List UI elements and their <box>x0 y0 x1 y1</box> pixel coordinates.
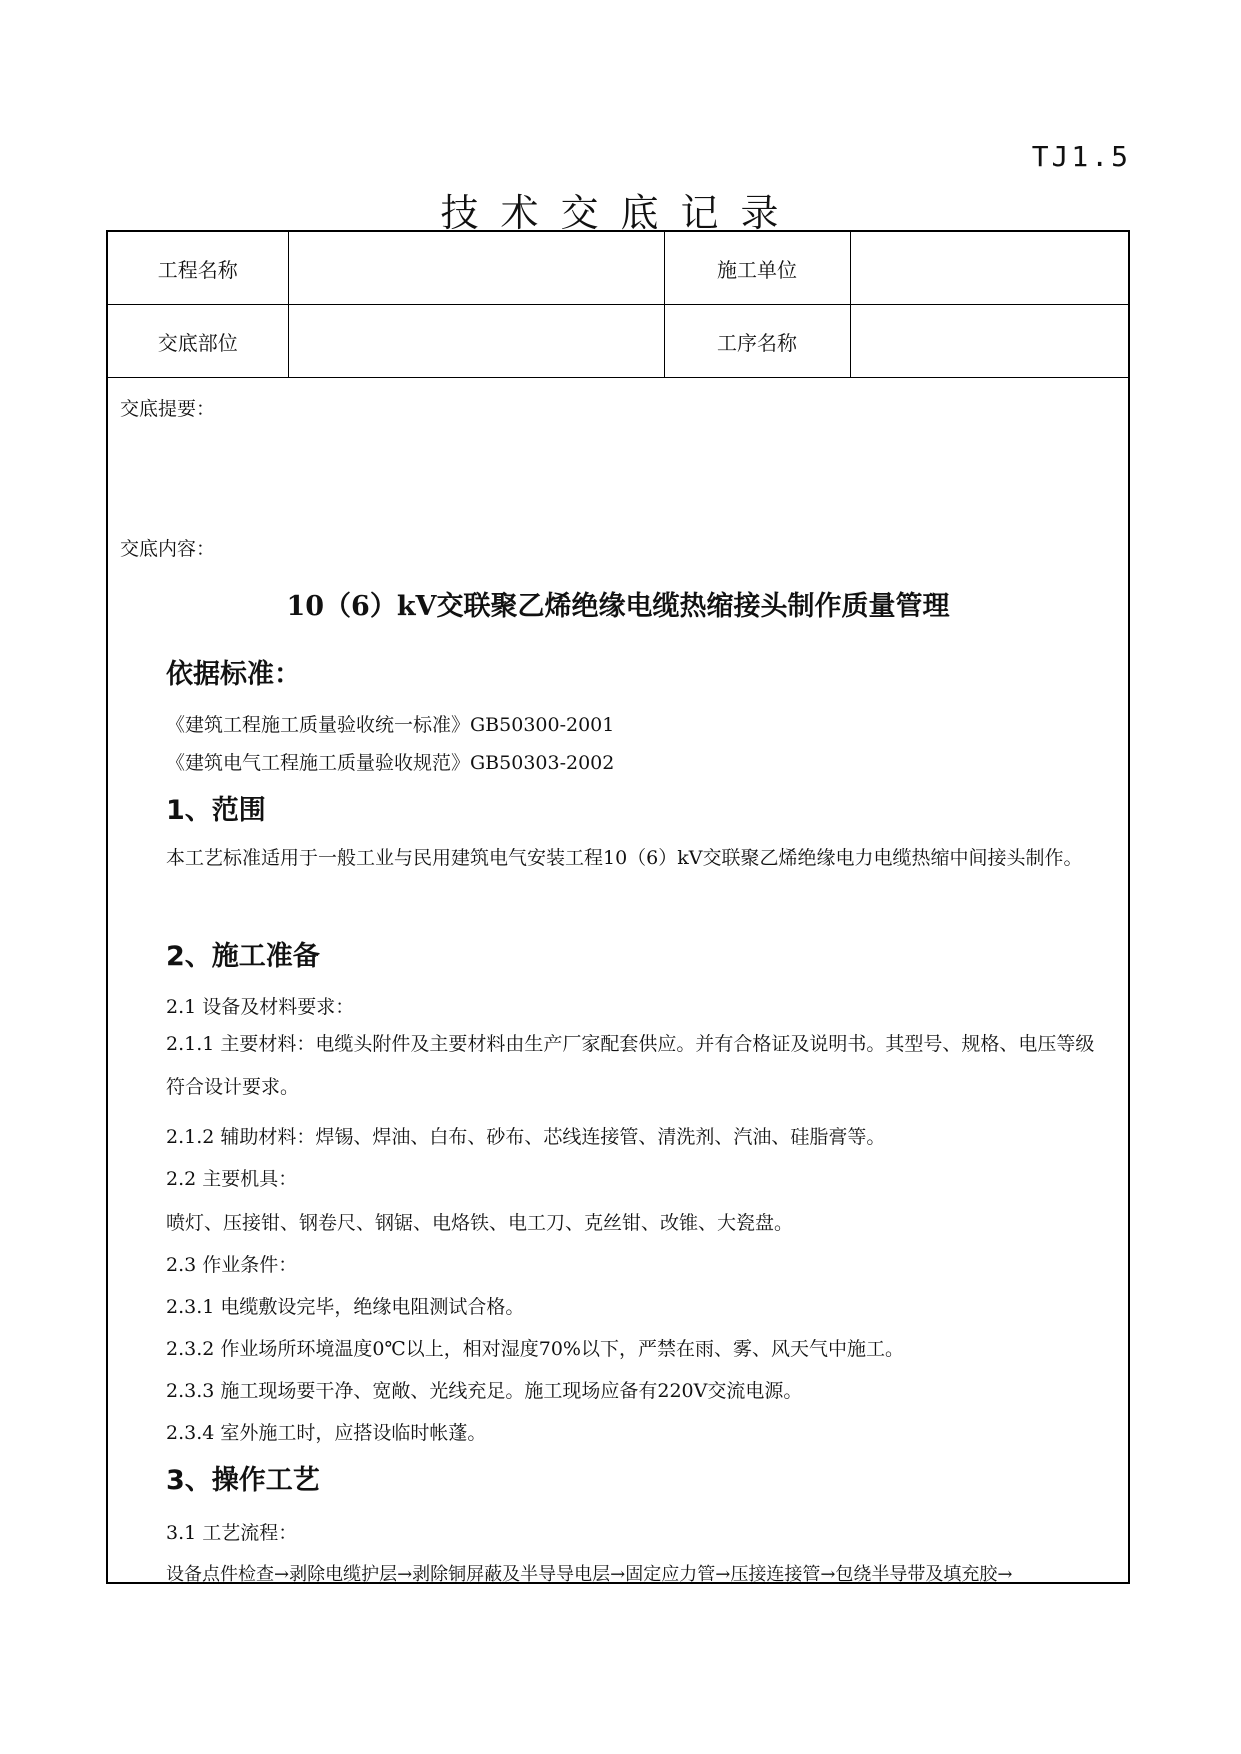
section-2-line: 2.1.2 辅助材料：焊锡、焊油、白布、砂布、芯线连接管、清洗剂、汽油、硅脂膏等。 <box>166 1126 886 1148</box>
section-1-text: 本工艺标准适用于一般工业与民用建筑电气安装工程10（6）kV交联聚乙烯绝缘电力电缆热缩中间接头制作。 <box>166 847 1083 869</box>
location-label: 交底部位 <box>108 305 288 378</box>
header-row <box>108 232 1128 305</box>
project-name-label: 工程名称 <box>108 232 288 305</box>
section-2-line: 2.3.2 作业场所环境温度0℃以上，相对湿度70%以下，严禁在雨、雾、风天气中施工。 <box>166 1338 904 1360</box>
section-2-line: 2.2 主要机具： <box>166 1168 298 1190</box>
section-2-line: 喷灯、压接钳、钢卷尺、钢锯、电烙铁、电工刀、克丝钳、改锥、大瓷盘。 <box>166 1212 794 1234</box>
section-3-heading: 3、操作工艺 <box>166 1465 320 1496</box>
construction-unit-label: 施工单位 <box>664 232 850 305</box>
procedure-name-value[interactable] <box>850 305 1128 378</box>
section-2-heading: 2、施工准备 <box>166 941 320 972</box>
section-2-line: 2.3 作业条件： <box>166 1254 298 1276</box>
section-2-line: 2.3.4 室外施工时，应搭设临时帐蓬。 <box>166 1422 487 1444</box>
header-table <box>108 232 1128 378</box>
content-label: 交底内容： <box>120 538 216 560</box>
form-title: 技术交底记录 <box>440 191 801 235</box>
location-value[interactable] <box>288 305 664 378</box>
standard-2: 《建筑电气工程施工质量验收规范》GB50303-2002 <box>166 752 615 774</box>
project-name-value[interactable] <box>288 232 664 305</box>
summary-label: 交底提要： <box>120 398 216 420</box>
process-flow: 设备点件检查→剥除电缆护层→剥除铜屏蔽及半导导电层→固定应力管→压接连接管→包绕半导带及填充胶→ <box>166 1564 1013 1585</box>
section-3-line: 3.1 工艺流程： <box>166 1522 298 1544</box>
section-2-line: 2.3.3 施工现场要干净、宽敞、光线充足。施工现场应备有220V交流电源。 <box>166 1380 803 1402</box>
form-code: TJ1.5 <box>1031 140 1131 173</box>
section-2-line: 2.3.1 电缆敷设完毕，绝缘电阻测试合格。 <box>166 1296 525 1318</box>
procedure-name-label: 工序名称 <box>664 305 850 378</box>
basis-heading: 依据标准： <box>166 659 301 690</box>
record-frame <box>106 230 1130 1584</box>
standard-1: 《建筑工程施工质量验收统一标准》GB50300-2001 <box>166 714 615 736</box>
section-1-heading: 1、范围 <box>166 795 266 826</box>
section-2-line: 2.1 设备及材料要求： <box>166 996 355 1018</box>
section-2-line: 2.1.1 主要材料：电缆头附件及主要材料由生产厂家配套供应。并有合格证及说明书。其型号、规格、电压等级符合设计要求。 <box>166 1033 1095 1098</box>
construction-unit-value[interactable] <box>850 232 1128 305</box>
document-title: 10（6）kV交联聚乙烯绝缘电缆热缩接头制作质量管理 <box>286 591 950 622</box>
header-row <box>108 305 1128 378</box>
